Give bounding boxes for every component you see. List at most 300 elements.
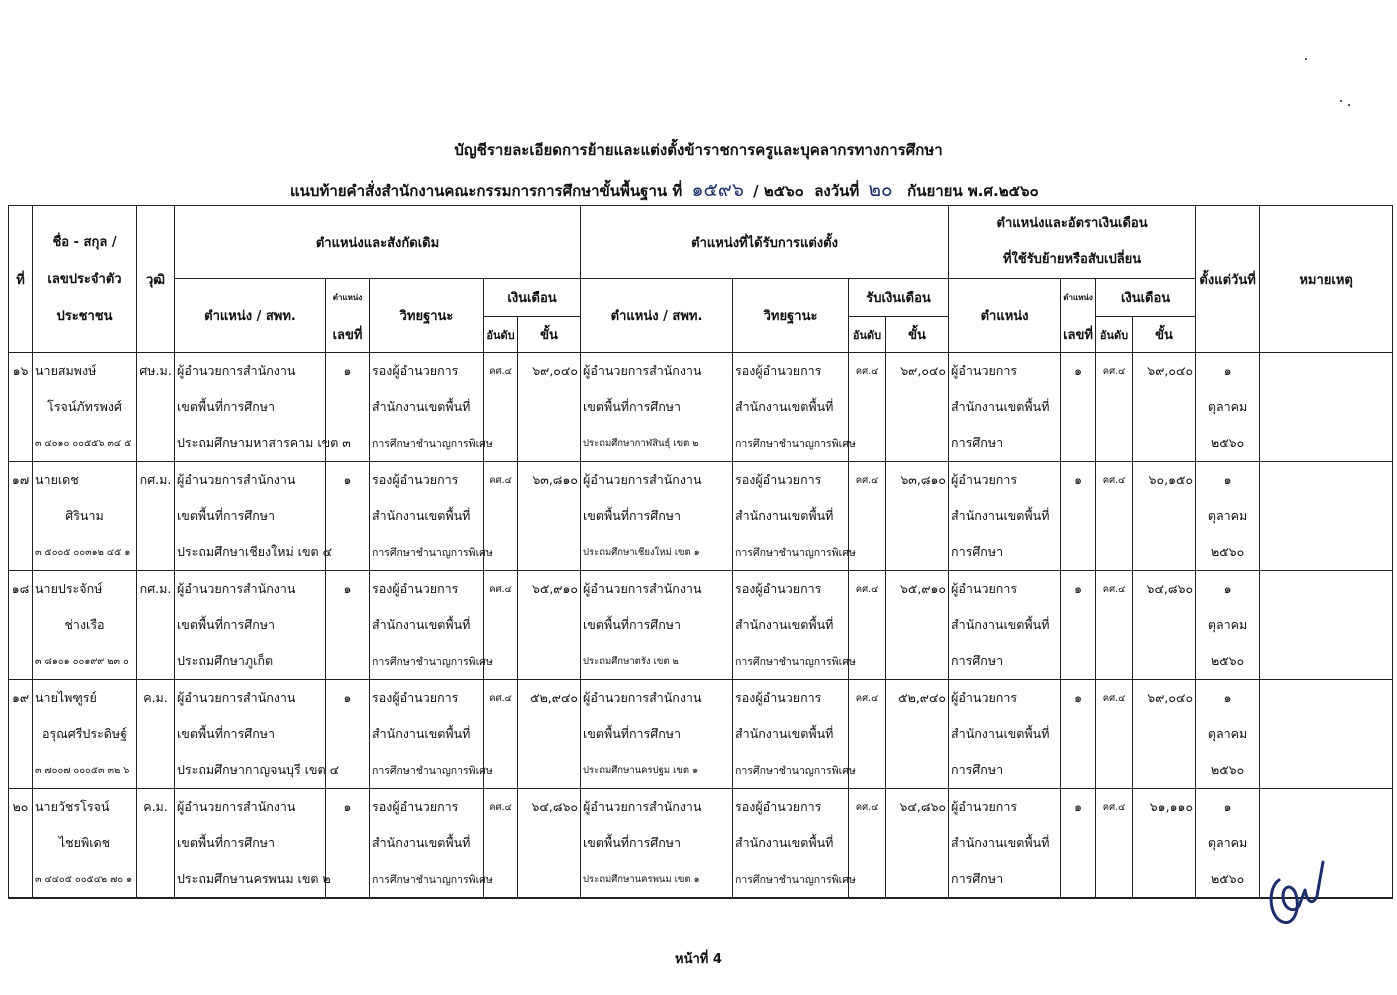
empty-cell bbox=[9, 861, 33, 898]
empty-cell bbox=[1133, 607, 1196, 643]
cell-new-position-2: เขตพื้นที่การศึกษา bbox=[581, 389, 733, 425]
cell-new-office: ประถมศึกษานครปฐม เขต ๑ bbox=[581, 752, 733, 789]
empty-cell bbox=[518, 643, 581, 680]
cell-no: ๑๖ bbox=[9, 353, 33, 390]
empty-cell bbox=[1133, 861, 1196, 898]
cell-orig-standing-2: สำนักงานเขตพื้นที่ bbox=[370, 716, 484, 752]
table-row bbox=[9, 353, 1393, 390]
cell-new-standing-3: การศึกษาชำนาญการพิเศษ bbox=[733, 534, 849, 571]
empty-cell bbox=[1061, 643, 1096, 680]
cell-rate-position-1: ผู้อำนวยการ bbox=[949, 353, 1061, 390]
cell-orig-standing-2: สำนักงานเขตพื้นที่ bbox=[370, 389, 484, 425]
empty-cell bbox=[1260, 425, 1393, 462]
empty-cell bbox=[1133, 643, 1196, 680]
cell-rate-step: ๖๙,๐๔๐ bbox=[1133, 353, 1196, 390]
cell-new-standing-3: การศึกษาชำนาญการพิเศษ bbox=[733, 861, 849, 898]
page-number: หน้าที่ 4 bbox=[675, 952, 722, 967]
cell-orig-office: ประถมศึกษาภูเก็ต bbox=[175, 643, 326, 680]
cell-orig-position-1: ผู้อำนวยการสำนักงาน bbox=[175, 353, 326, 390]
cell-orig-rank: คศ.๔ bbox=[484, 789, 518, 826]
cell-orig-standing-3: การศึกษาชำนาญการพิเศษ bbox=[370, 643, 484, 680]
cell-since-1: ๑ bbox=[1196, 571, 1260, 608]
cell-id-number: ๓ ๘๑๐๑ ๐๐๑๙๙ ๒๓ ๐ bbox=[33, 643, 137, 680]
table-row bbox=[9, 716, 1393, 752]
cell-orig-standing-2: สำนักงานเขตพื้นที่ bbox=[370, 825, 484, 861]
cell-new-rank: คศ.๔ bbox=[849, 353, 886, 390]
empty-cell bbox=[9, 607, 33, 643]
empty-cell bbox=[1260, 534, 1393, 571]
cell-degree: กศ.ม. bbox=[137, 571, 175, 608]
empty-cell bbox=[1061, 534, 1096, 571]
header-orig-standing: วิทยฐานะ bbox=[370, 279, 484, 353]
cell-since-2: ตุลาคม bbox=[1196, 389, 1260, 425]
cell-rate-step: ๖๐,๑๕๐ bbox=[1133, 462, 1196, 499]
header-new-position: ตำแหน่ง / สพท. bbox=[581, 279, 733, 353]
empty-cell bbox=[137, 498, 175, 534]
cell-orig-standing-1: รองผู้อำนวยการ bbox=[370, 680, 484, 717]
cell-new-standing-2: สำนักงานเขตพื้นที่ bbox=[733, 498, 849, 534]
empty-cell bbox=[1133, 716, 1196, 752]
cell-rate-number: ๑ bbox=[1061, 462, 1096, 499]
cell-orig-office: ประถมศึกษาเชียงใหม่ เขต ๔ bbox=[175, 534, 326, 571]
empty-cell bbox=[1096, 752, 1133, 789]
table-body bbox=[9, 353, 1393, 899]
empty-cell bbox=[137, 752, 175, 789]
empty-cell bbox=[326, 534, 370, 571]
cell-id-number: ๓ ๗๐๐๗ ๐๐๐๕๓ ๓๒ ๖ bbox=[33, 752, 137, 789]
cell-new-standing-2: สำนักงานเขตพื้นที่ bbox=[733, 607, 849, 643]
header-orig-salary: เงินเดือน bbox=[484, 279, 581, 317]
cell-since-3: ๒๕๖๐ bbox=[1196, 752, 1260, 789]
cell-new-step: ๖๔,๘๖๐ bbox=[886, 789, 949, 826]
cell-rate-rank: คศ.๔ bbox=[1096, 571, 1133, 608]
empty-cell bbox=[9, 752, 33, 789]
empty-cell bbox=[484, 498, 518, 534]
scan-speck bbox=[1348, 104, 1350, 106]
empty-cell bbox=[518, 861, 581, 898]
empty-cell bbox=[1260, 789, 1393, 826]
cell-new-position-1: ผู้อำนวยการสำนักงาน bbox=[581, 462, 733, 499]
empty-cell bbox=[849, 498, 886, 534]
cell-degree: ค.ม. bbox=[137, 680, 175, 717]
order-day: ๒๐ bbox=[868, 179, 893, 201]
cell-new-rank: คศ.๔ bbox=[849, 680, 886, 717]
table-row bbox=[9, 825, 1393, 861]
empty-cell bbox=[137, 389, 175, 425]
cell-surname: ช่างเรือ bbox=[33, 607, 137, 643]
cell-rate-position-3: การศึกษา bbox=[949, 861, 1061, 898]
order-number: ๑๕๙๖ bbox=[691, 179, 744, 201]
cell-since-1: ๑ bbox=[1196, 680, 1260, 717]
cell-orig-standing-2: สำนักงานเขตพื้นที่ bbox=[370, 607, 484, 643]
cell-new-standing-3: การศึกษาชำนาญการพิเศษ bbox=[733, 425, 849, 462]
cell-new-position-1: ผู้อำนวยการสำนักงาน bbox=[581, 571, 733, 608]
empty-cell bbox=[326, 498, 370, 534]
cell-new-position-1: ผู้อำนวยการสำนักงาน bbox=[581, 353, 733, 390]
header-rate-group: ตำแหน่งและอัตราเงินเดือน ที่ใช้รับย้ายหรือสับเปลี่ยน bbox=[949, 206, 1196, 279]
cell-orig-step: ๕๒,๙๔๐ bbox=[518, 680, 581, 717]
empty-cell bbox=[1133, 534, 1196, 571]
cell-rate-position-2: สำนักงานเขตพื้นที่ bbox=[949, 389, 1061, 425]
cell-rate-position-2: สำนักงานเขตพื้นที่ bbox=[949, 825, 1061, 861]
empty-cell bbox=[1133, 752, 1196, 789]
scan-speck bbox=[1340, 100, 1342, 102]
cell-rate-position-3: การศึกษา bbox=[949, 534, 1061, 571]
cell-orig-standing-1: รองผู้อำนวยการ bbox=[370, 789, 484, 826]
empty-cell bbox=[1061, 425, 1096, 462]
cell-new-standing-1: รองผู้อำนวยการ bbox=[733, 571, 849, 608]
empty-cell bbox=[518, 425, 581, 462]
empty-cell bbox=[1260, 643, 1393, 680]
cell-rate-position-2: สำนักงานเขตพื้นที่ bbox=[949, 607, 1061, 643]
cell-since-2: ตุลาคม bbox=[1196, 607, 1260, 643]
empty-cell bbox=[9, 425, 33, 462]
empty-cell bbox=[1096, 607, 1133, 643]
cell-orig-position-1: ผู้อำนวยการสำนักงาน bbox=[175, 462, 326, 499]
cell-rate-position-2: สำนักงานเขตพื้นที่ bbox=[949, 498, 1061, 534]
cell-new-position-2: เขตพื้นที่การศึกษา bbox=[581, 716, 733, 752]
empty-cell bbox=[1096, 716, 1133, 752]
cell-new-standing-2: สำนักงานเขตพื้นที่ bbox=[733, 716, 849, 752]
cell-name: นายเดช bbox=[33, 462, 137, 499]
cell-orig-standing-1: รองผู้อำนวยการ bbox=[370, 353, 484, 390]
empty-cell bbox=[886, 861, 949, 898]
cell-orig-rank: คศ.๔ bbox=[484, 353, 518, 390]
header-rate-rank: อันดับ bbox=[1096, 317, 1133, 353]
order-month-year: กันยายน พ.ศ.๒๕๖๐ bbox=[907, 182, 1039, 200]
cell-degree: ศษ.ม. bbox=[137, 353, 175, 390]
cell-since-3: ๒๕๖๐ bbox=[1196, 534, 1260, 571]
empty-cell bbox=[9, 643, 33, 680]
cell-since-2: ตุลาคม bbox=[1196, 498, 1260, 534]
empty-cell bbox=[1260, 571, 1393, 608]
empty-cell bbox=[1260, 680, 1393, 717]
cell-new-position-1: ผู้อำนวยการสำนักงาน bbox=[581, 680, 733, 717]
header-orig-number: เลขที่ bbox=[326, 317, 370, 353]
cell-new-rank: คศ.๔ bbox=[849, 789, 886, 826]
cell-orig-step: ๖๕,๙๑๐ bbox=[518, 571, 581, 608]
empty-cell bbox=[9, 825, 33, 861]
empty-cell bbox=[1260, 462, 1393, 499]
header-orig-rank: อันดับ bbox=[484, 317, 518, 353]
empty-cell bbox=[886, 716, 949, 752]
empty-cell bbox=[326, 825, 370, 861]
cell-orig-rank: คศ.๔ bbox=[484, 680, 518, 717]
empty-cell bbox=[137, 643, 175, 680]
header-remarks: หมายเหตุ bbox=[1260, 206, 1393, 353]
empty-cell bbox=[1096, 861, 1133, 898]
cell-new-office: ประถมศึกษากาฬสินธุ์ เขต ๒ bbox=[581, 425, 733, 462]
cell-since-1: ๑ bbox=[1196, 462, 1260, 499]
cell-new-office: ประถมศึกษานครพนม เขต ๑ bbox=[581, 861, 733, 898]
cell-orig-standing-3: การศึกษาชำนาญการพิเศษ bbox=[370, 425, 484, 462]
empty-cell bbox=[9, 389, 33, 425]
empty-cell bbox=[9, 498, 33, 534]
signature-icon bbox=[1265, 840, 1335, 930]
empty-cell bbox=[1260, 716, 1393, 752]
empty-cell bbox=[1061, 607, 1096, 643]
cell-since-2: ตุลาคม bbox=[1196, 825, 1260, 861]
header-new-salary: รับเงินเดือน bbox=[849, 279, 949, 317]
table-row bbox=[9, 861, 1393, 898]
cell-surname: ศิรินาม bbox=[33, 498, 137, 534]
cell-id-number: ๓ ๔๔๐๕ ๐๐๕๔๒ ๗๐ ๑ bbox=[33, 861, 137, 898]
cell-orig-standing-3: การศึกษาชำนาญการพิเศษ bbox=[370, 534, 484, 571]
empty-cell bbox=[518, 498, 581, 534]
cell-degree: กศ.ม. bbox=[137, 462, 175, 499]
cell-since-3: ๒๕๖๐ bbox=[1196, 861, 1260, 898]
empty-cell bbox=[1096, 389, 1133, 425]
cell-rate-position-1: ผู้อำนวยการ bbox=[949, 571, 1061, 608]
document-title: บัญชีรายละเอียดการย้ายและแต่งตั้งข้าราชการครูและบุคลากรทางการศึกษา bbox=[454, 141, 943, 159]
cell-since-3: ๒๕๖๐ bbox=[1196, 643, 1260, 680]
empty-cell bbox=[1260, 752, 1393, 789]
cell-no: ๒๐ bbox=[9, 789, 33, 826]
empty-cell bbox=[1061, 861, 1096, 898]
cell-since-1: ๑ bbox=[1196, 353, 1260, 390]
empty-cell bbox=[326, 607, 370, 643]
cell-new-position-2: เขตพื้นที่การศึกษา bbox=[581, 825, 733, 861]
empty-cell bbox=[518, 825, 581, 861]
cell-no: ๑๘ bbox=[9, 571, 33, 608]
empty-cell bbox=[9, 534, 33, 571]
empty-cell bbox=[484, 607, 518, 643]
cell-name: นายไพฑูรย์ bbox=[33, 680, 137, 717]
empty-cell bbox=[484, 389, 518, 425]
empty-cell bbox=[1260, 389, 1393, 425]
table-row bbox=[9, 462, 1393, 499]
empty-cell bbox=[886, 752, 949, 789]
table-row bbox=[9, 498, 1393, 534]
cell-surname: อรุณศรีประดิษฐ์ bbox=[33, 716, 137, 752]
header-orig-step: ขั้น bbox=[518, 317, 581, 353]
cell-rate-position-1: ผู้อำนวยการ bbox=[949, 680, 1061, 717]
header-degree: วุฒิ bbox=[137, 206, 175, 353]
cell-new-standing-3: การศึกษาชำนาญการพิเศษ bbox=[733, 752, 849, 789]
date-label: ลงวันที่ bbox=[814, 182, 860, 200]
empty-cell bbox=[886, 389, 949, 425]
empty-cell bbox=[1133, 498, 1196, 534]
cell-orig-position-2: เขตพื้นที่การศึกษา bbox=[175, 607, 326, 643]
cell-rate-step: ๖๔,๘๖๐ bbox=[1133, 571, 1196, 608]
empty-cell bbox=[886, 607, 949, 643]
header-new-rank: อันดับ bbox=[849, 317, 886, 353]
empty-cell bbox=[518, 607, 581, 643]
cell-orig-standing-3: การศึกษาชำนาญการพิเศษ bbox=[370, 752, 484, 789]
empty-cell bbox=[1260, 498, 1393, 534]
empty-cell bbox=[1061, 716, 1096, 752]
cell-orig-number: ๑ bbox=[326, 571, 370, 608]
header-name: ชื่อ - สกุล / เลขประจำตัว ประชาชน bbox=[33, 206, 137, 353]
cell-rate-number: ๑ bbox=[1061, 571, 1096, 608]
header-appointed-group: ตำแหน่งที่ได้รับการแต่งตั้ง bbox=[581, 206, 949, 279]
cell-new-position-2: เขตพื้นที่การศึกษา bbox=[581, 498, 733, 534]
empty-cell bbox=[1096, 498, 1133, 534]
header-new-step: ขั้น bbox=[886, 317, 949, 353]
cell-new-step: ๕๒,๙๔๐ bbox=[886, 680, 949, 717]
cell-orig-office: ประถมศึกษากาญจนบุรี เขต ๔ bbox=[175, 752, 326, 789]
cell-orig-standing-3: การศึกษาชำนาญการพิเศษ bbox=[370, 861, 484, 898]
empty-cell bbox=[1133, 389, 1196, 425]
empty-cell bbox=[137, 607, 175, 643]
cell-new-standing-2: สำนักงานเขตพื้นที่ bbox=[733, 825, 849, 861]
cell-rate-step: ๖๙,๐๔๐ bbox=[1133, 680, 1196, 717]
empty-cell bbox=[518, 716, 581, 752]
cell-new-office: ประถมศึกษาเชียงใหม่ เขต ๑ bbox=[581, 534, 733, 571]
cell-orig-rank: คศ.๔ bbox=[484, 462, 518, 499]
cell-name: นายสมพงษ์ bbox=[33, 353, 137, 390]
cell-new-standing-2: สำนักงานเขตพื้นที่ bbox=[733, 389, 849, 425]
empty-cell bbox=[518, 389, 581, 425]
header-orig-number-top: ตำแหน่ง bbox=[326, 279, 370, 317]
cell-rate-rank: คศ.๔ bbox=[1096, 789, 1133, 826]
cell-new-step: ๖๓,๘๑๐ bbox=[886, 462, 949, 499]
cell-orig-number: ๑ bbox=[326, 789, 370, 826]
empty-cell bbox=[886, 643, 949, 680]
empty-cell bbox=[1096, 534, 1133, 571]
table-row bbox=[9, 643, 1393, 680]
cell-orig-rank: คศ.๔ bbox=[484, 571, 518, 608]
cell-rate-position-2: สำนักงานเขตพื้นที่ bbox=[949, 716, 1061, 752]
empty-cell bbox=[137, 825, 175, 861]
table-row bbox=[9, 752, 1393, 789]
cell-new-step: ๖๕,๙๑๐ bbox=[886, 571, 949, 608]
cell-orig-number: ๑ bbox=[326, 353, 370, 390]
cell-new-standing-1: รองผู้อำนวยการ bbox=[733, 462, 849, 499]
empty-cell bbox=[9, 716, 33, 752]
cell-orig-standing-1: รองผู้อำนวยการ bbox=[370, 571, 484, 608]
transfer-table bbox=[8, 205, 1393, 899]
empty-cell bbox=[484, 825, 518, 861]
empty-cell bbox=[137, 861, 175, 898]
cell-rate-rank: คศ.๔ bbox=[1096, 353, 1133, 390]
empty-cell bbox=[886, 534, 949, 571]
empty-cell bbox=[849, 716, 886, 752]
cell-orig-standing-1: รองผู้อำนวยการ bbox=[370, 462, 484, 499]
header-rate-salary: เงินเดือน bbox=[1096, 279, 1196, 317]
table-header bbox=[9, 206, 1393, 353]
header-rate-step: ขั้น bbox=[1133, 317, 1196, 353]
cell-surname: โรจน์ภัทรพงศ์ bbox=[33, 389, 137, 425]
empty-cell bbox=[1061, 825, 1096, 861]
table-row bbox=[9, 534, 1393, 571]
cell-orig-step: ๖๔,๘๖๐ bbox=[518, 789, 581, 826]
cell-orig-position-2: เขตพื้นที่การศึกษา bbox=[175, 389, 326, 425]
empty-cell bbox=[326, 643, 370, 680]
empty-cell bbox=[326, 861, 370, 898]
table-row bbox=[9, 389, 1393, 425]
table-row bbox=[9, 789, 1393, 826]
cell-name: นายวัชรโรจน์ bbox=[33, 789, 137, 826]
cell-orig-number: ๑ bbox=[326, 462, 370, 499]
empty-cell bbox=[886, 425, 949, 462]
cell-rate-position-1: ผู้อำนวยการ bbox=[949, 462, 1061, 499]
empty-cell bbox=[484, 716, 518, 752]
cell-rate-number: ๑ bbox=[1061, 789, 1096, 826]
empty-cell bbox=[849, 825, 886, 861]
cell-surname: ไชยพิเดช bbox=[33, 825, 137, 861]
order-year: / ๒๕๖๐ bbox=[753, 182, 804, 200]
cell-new-standing-1: รองผู้อำนวยการ bbox=[733, 353, 849, 390]
empty-cell bbox=[326, 389, 370, 425]
cell-new-standing-1: รองผู้อำนวยการ bbox=[733, 789, 849, 826]
cell-orig-position-2: เขตพื้นที่การศึกษา bbox=[175, 716, 326, 752]
header-orig-position: ตำแหน่ง / สพท. bbox=[175, 279, 326, 353]
empty-cell bbox=[1061, 498, 1096, 534]
cell-id-number: ๓ ๔๐๑๐ ๐๐๕๕๖ ๓๔ ๕ bbox=[33, 425, 137, 462]
header-rate-number: เลขที่ bbox=[1061, 317, 1096, 353]
cell-since-2: ตุลาคม bbox=[1196, 716, 1260, 752]
cell-new-position-1: ผู้อำนวยการสำนักงาน bbox=[581, 789, 733, 826]
header-since: ตั้งแต่วันที่ bbox=[1196, 206, 1260, 353]
cell-rate-position-1: ผู้อำนวยการ bbox=[949, 789, 1061, 826]
cell-rate-rank: คศ.๔ bbox=[1096, 680, 1133, 717]
header-no: ที่ bbox=[9, 206, 33, 353]
empty-cell bbox=[849, 389, 886, 425]
header-new-standing: วิทยฐานะ bbox=[733, 279, 849, 353]
empty-cell bbox=[1096, 425, 1133, 462]
cell-orig-standing-2: สำนักงานเขตพื้นที่ bbox=[370, 498, 484, 534]
empty-cell bbox=[326, 716, 370, 752]
empty-cell bbox=[137, 425, 175, 462]
cell-new-rank: คศ.๔ bbox=[849, 462, 886, 499]
empty-cell bbox=[1061, 752, 1096, 789]
cell-new-position-2: เขตพื้นที่การศึกษา bbox=[581, 607, 733, 643]
cell-orig-position-2: เขตพื้นที่การศึกษา bbox=[175, 825, 326, 861]
cell-orig-office: ประถมศึกษามหาสารคาม เขต ๓ bbox=[175, 425, 326, 462]
cell-rate-number: ๑ bbox=[1061, 353, 1096, 390]
cell-since-3: ๒๕๖๐ bbox=[1196, 425, 1260, 462]
cell-orig-office: ประถมศึกษานครพนม เขต ๒ bbox=[175, 861, 326, 898]
document-subtitle bbox=[290, 175, 1039, 205]
subtitle-prefix: แนบท้ายคำสั่งสำนักงานคณะกรรมการการศึกษาขั้นพื้นฐาน ที่ bbox=[290, 182, 683, 200]
cell-new-standing-1: รองผู้อำนวยการ bbox=[733, 680, 849, 717]
cell-degree: ค.ม. bbox=[137, 789, 175, 826]
cell-orig-step: ๖๙,๐๔๐ bbox=[518, 353, 581, 390]
table-row bbox=[9, 425, 1393, 462]
cell-rate-rank: คศ.๔ bbox=[1096, 462, 1133, 499]
cell-orig-number: ๑ bbox=[326, 680, 370, 717]
cell-rate-position-3: การศึกษา bbox=[949, 643, 1061, 680]
cell-orig-position-1: ผู้อำนวยการสำนักงาน bbox=[175, 571, 326, 608]
cell-since-1: ๑ bbox=[1196, 789, 1260, 826]
empty-cell bbox=[849, 607, 886, 643]
cell-name: นายประจักษ์ bbox=[33, 571, 137, 608]
empty-cell bbox=[137, 716, 175, 752]
empty-cell bbox=[1133, 825, 1196, 861]
cell-orig-position-2: เขตพื้นที่การศึกษา bbox=[175, 498, 326, 534]
cell-no: ๑๗ bbox=[9, 462, 33, 499]
empty-cell bbox=[886, 825, 949, 861]
header-rate-number-top: ตำแหน่ง bbox=[1061, 279, 1096, 317]
empty-cell bbox=[518, 534, 581, 571]
cell-rate-number: ๑ bbox=[1061, 680, 1096, 717]
cell-new-standing-3: การศึกษาชำนาญการพิเศษ bbox=[733, 643, 849, 680]
empty-cell bbox=[137, 534, 175, 571]
header-original-group: ตำแหน่งและสังกัดเดิม bbox=[175, 206, 581, 279]
cell-new-office: ประถมศึกษาตรัง เขต ๒ bbox=[581, 643, 733, 680]
empty-cell bbox=[1133, 425, 1196, 462]
cell-new-rank: คศ.๔ bbox=[849, 571, 886, 608]
cell-rate-position-3: การศึกษา bbox=[949, 752, 1061, 789]
empty-cell bbox=[1260, 353, 1393, 390]
empty-cell bbox=[518, 752, 581, 789]
empty-cell bbox=[1061, 389, 1096, 425]
cell-orig-position-1: ผู้อำนวยการสำนักงาน bbox=[175, 680, 326, 717]
cell-rate-position-3: การศึกษา bbox=[949, 425, 1061, 462]
empty-cell bbox=[1096, 643, 1133, 680]
table-row bbox=[9, 607, 1393, 643]
